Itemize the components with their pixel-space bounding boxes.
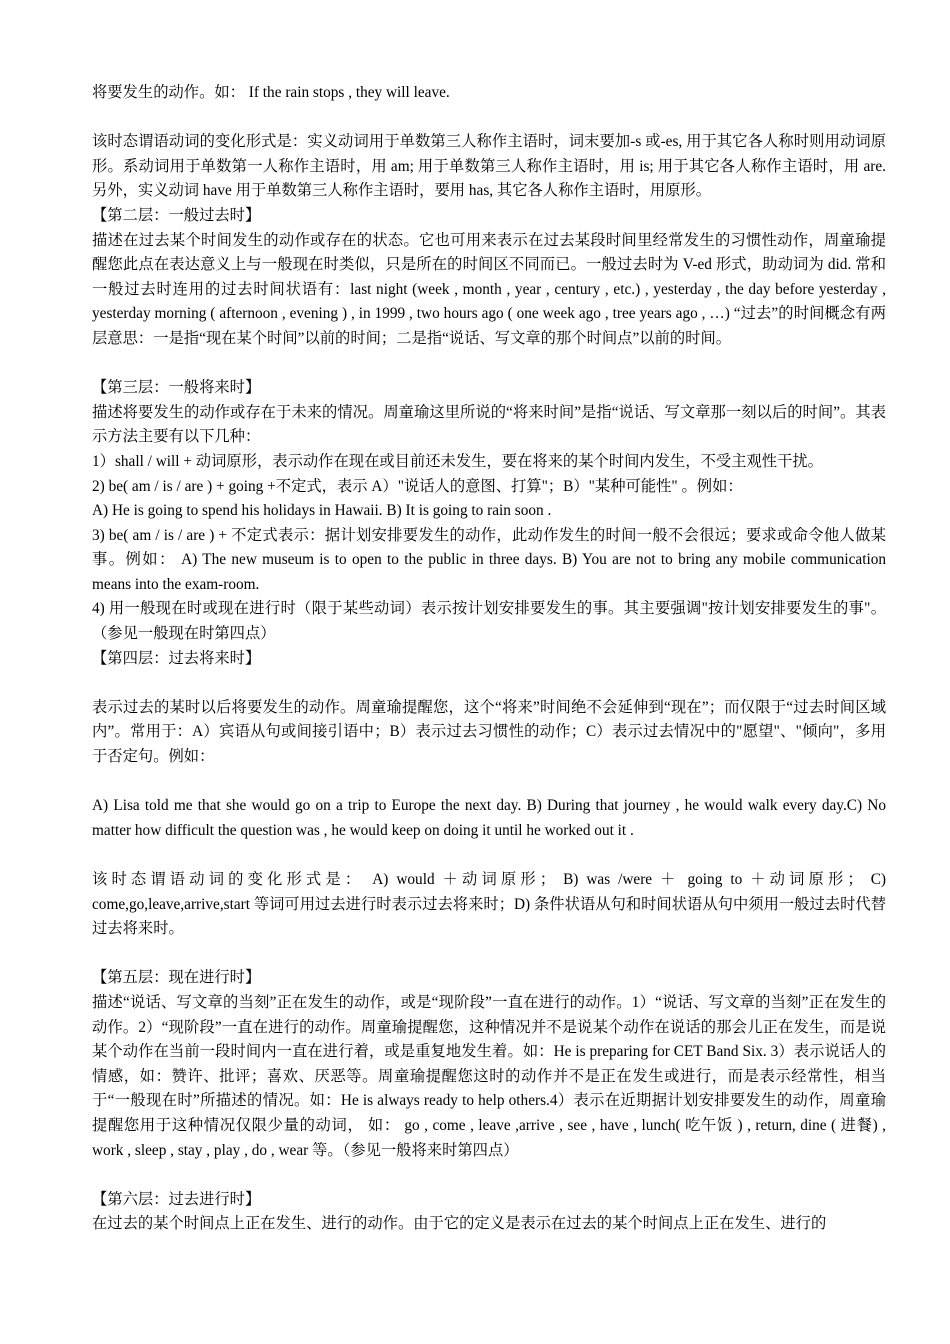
paragraph-past-future: 表示过去的某时以后将要发生的动作。周童瑜提醒您，这个“将来”时间绝不会延伸到“现在”；而仅限于“过去时间区域内”。常用于：A）宾语从句或间接引语中；B）表示过去习惯性的动作；C）表示过去情况中的"愿望"、"倾向"，多用于否定句。例如： bbox=[92, 698, 886, 766]
blank-line bbox=[92, 671, 886, 696]
paragraph-simple-future: 描述将要发生的动作或存在于未来的情况。周童瑜这里所说的“将来时间”是指“说话、写文章那一刻以后的时间”。其表示方法主要有以下几种： bbox=[92, 403, 886, 446]
blank-line bbox=[92, 942, 886, 967]
heading-past-continuous: 【第六层：过去进行时】 bbox=[92, 1190, 261, 1208]
paragraph-verb-forms-past-future: 该时态谓语动词的变化形式是： A) would ＋动词原形； B) was /were ＋ going to ＋动词原形； C) come,go,leave,arrive,start 等词可用过去进行时表示过去将来时；D) 条件状语从句和时间状语从句中须用一般过去时代替过去将来时。 bbox=[92, 871, 886, 938]
paragraph-intro-example: 将要发生的动作。如： If the rain stops , they will leave. bbox=[92, 84, 450, 101]
list-item-future-3: 3) be( am / is / are ) + 不定式表示：据计划安排要发生的动作，此动作发生的时间一般不会很远；要求或命令他人做某事。例如： A) The new museum is to open to the public in three days. B) You are not to bring any mobile communication means into the exam-room. bbox=[92, 526, 886, 593]
list-item-future-4: 4) 用一般现在时或现在进行时（限于某些动词）表示按计划安排要发生的事。其主要强调"按计划安排要发生的事"。（参见一般现在时第四点） bbox=[92, 600, 886, 643]
list-item-future-2: 2) be( am / is / are ) + going +不定式，表示 A）"说话人的意图、打算"；B）"某种可能性" 。例如： bbox=[92, 477, 743, 495]
blank-line bbox=[92, 352, 886, 377]
heading-simple-future: 【第三层：一般将来时】 bbox=[92, 379, 261, 397]
heading-simple-past: 【第二层：一般过去时】 bbox=[92, 206, 261, 224]
blank-line bbox=[92, 843, 886, 868]
document-page bbox=[92, 81, 886, 1237]
paragraph-present-continuous: 描述“说话、写文章的当刻”正在发生的动作，或是“现阶段”一直在进行的动作。1）“说话、写文章的当刻”正在发生的动作。2）“现阶段”一直在进行的动作。周童瑜提醒您，这种情况并不是说某个动作在说话的那会儿正在发生，而是说某个动作在当前一段时间内一直在进行着，或是重复地发生着。如：He is preparing for CET Band Six. 3）表示说话人的情感，如：赞许、批评；喜欢、厌恶等。周童瑜提醒您这时的动作并不是正在发生或进行，而是表示经常性，相当于“一般现在时”所描述的情况。如：He is always ready to help others.4）表示在近期据计划安排要发生的动作，周童瑜提醒您用于这种情况仅限少量的动词， 如： go , come , leave ,arrive , see , have , lunch( 吃午饭 ) , return, dine ( 进餐) , work , sleep , stay , play , do , wear 等。（参见一般将来时第四点） bbox=[92, 993, 886, 1159]
blank-line bbox=[92, 770, 886, 795]
list-item-future-1: 1）shall / will + 动词原形，表示动作在现在或目前还未发生，要在将来的某个时间内发生，不受主观性干扰。 bbox=[92, 452, 823, 470]
example-past-future: A) Lisa told me that she would go on a trip to Europe the next day. B) During that journey , he would walk every day.C) No matter how difficult the question was , he would keep on doing it until he worked out it . bbox=[92, 797, 886, 839]
heading-present-continuous: 【第五层：现在进行时】 bbox=[92, 969, 261, 987]
blank-line bbox=[92, 106, 886, 131]
blank-line bbox=[92, 1163, 886, 1188]
paragraph-simple-past: 描述在过去某个时间发生的动作或存在的状态。它也可用来表示在过去某段时间里经常发生的习惯性动作，周童瑜提醒您此点在表达意义上与一般现在时类似，只是所在的时间区不同而已。一般过去时为 V-ed 形式，助动词为 did. 常和一般过去时连用的过去时间状语有：last night (week , month , year , century , etc.) , yesterday , the day before yesterday , yesterday morning ( afternoon , evening ) , in 1999 , two hours ago ( one week ago , tree years ago , …) “过去”的时间概念有两层意思：一是指“现在某个时间”以前的时间；二是指“说话、写文章的那个时间点”以前的时间。 bbox=[92, 231, 886, 347]
paragraph-past-continuous: 在过去的某个时间点上正在发生、进行的动作。由于它的定义是表示在过去的某个时间点上正在发生、进行的 bbox=[92, 1215, 827, 1233]
heading-past-future: 【第四层：过去将来时】 bbox=[92, 649, 261, 667]
paragraph-verb-forms-present: 该时态谓语动词的变化形式是：实义动词用于单数第三人称作主语时，词末要加-s 或-es, 用于其它各人称时则用动词原形。系动词用于单数第一人称作主语时，用 am; 用于单数第三人称作主语时，用 is; 用于其它各人称作主语时，用 are. 另外，实义动词 have 用于单数第三人称作主语时，要用 has, 其它各人称作主语时，用原形。 bbox=[92, 133, 886, 200]
example-future-2: A) He is going to spend his holidays in Hawaii. B) It is going to rain soon . bbox=[92, 502, 552, 520]
